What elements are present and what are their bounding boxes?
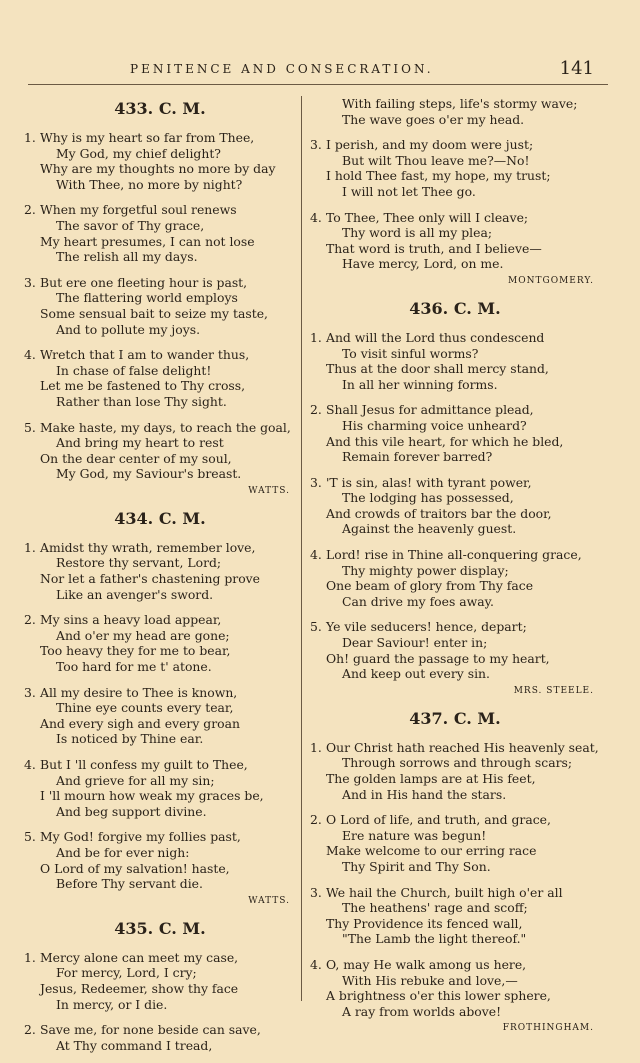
verse-line xyxy=(24,466,296,482)
verse-text: Nor let a father's chastening prove xyxy=(40,571,261,587)
verse-line xyxy=(24,540,296,556)
verse-text: Thy word is all my plea; xyxy=(342,225,493,241)
verse-text: The lodging has possessed, xyxy=(342,490,514,506)
verse-text: At Thy command I tread, xyxy=(56,1037,213,1053)
stanza-number: 3. xyxy=(310,884,322,900)
stanza-number: 4. xyxy=(24,347,36,363)
verse-text: To Thee, Thee only will I cleave; xyxy=(326,209,529,225)
verse-text: Make haste, my days, to reach the goal, xyxy=(40,419,291,435)
verse-line xyxy=(310,377,600,393)
verse-line xyxy=(24,555,296,571)
page-header xyxy=(28,60,608,85)
stanza-number: 3. xyxy=(310,137,322,153)
stanza-number: 1. xyxy=(310,329,322,345)
stanza-number: 4. xyxy=(310,956,322,972)
verse-text: With failing steps, life's stormy wave; xyxy=(342,96,578,111)
verse-line xyxy=(310,346,600,362)
verse-line xyxy=(310,635,600,651)
verse-line xyxy=(310,137,600,153)
verse-text: Is noticed by Thine ear. xyxy=(56,731,204,747)
verse-line xyxy=(310,241,600,257)
verse-text: Against the heavenly guest. xyxy=(342,521,517,537)
verse-line xyxy=(310,666,600,682)
verse-line xyxy=(310,787,600,803)
stanza xyxy=(310,330,600,392)
hymn-heading: 436. C. M. xyxy=(409,298,501,318)
verse-line xyxy=(24,1038,296,1054)
verse-text: Mercy alone can meet my case, xyxy=(40,949,239,965)
stanza xyxy=(24,540,296,602)
verse-text: But I 'll confess my guilt to Thee, xyxy=(40,757,248,772)
verse-line xyxy=(310,210,600,226)
verse-text: I will not let Thee go. xyxy=(342,183,476,199)
verse-line xyxy=(24,876,296,892)
verse-text: One beam of glory from Thy face xyxy=(326,578,534,594)
verse-text: I perish, and my doom were just; xyxy=(326,137,534,153)
verse-line xyxy=(24,587,296,603)
verse-line xyxy=(310,843,600,859)
stanza xyxy=(24,612,296,674)
verse-text: "The Lamb the light thereof." xyxy=(342,931,527,947)
verse-line xyxy=(24,435,296,451)
verse-line xyxy=(24,451,296,467)
verse-line xyxy=(24,685,296,701)
verse-text: Dear Saviour! enter in; xyxy=(342,635,488,651)
verse-text: Remain forever barred? xyxy=(342,449,493,465)
verse-line xyxy=(24,731,296,747)
verse-line xyxy=(24,249,296,265)
stanza xyxy=(310,619,600,681)
verse-line xyxy=(310,859,600,875)
stanza xyxy=(24,347,296,409)
verse-text: With Thee, no more by night? xyxy=(56,176,243,192)
stanza-number: 1. xyxy=(24,539,36,555)
verse-line xyxy=(310,957,600,973)
verse-line xyxy=(310,651,600,667)
verse-text: To visit sinful worms? xyxy=(342,345,479,361)
verse-text: But wilt Thou leave me?—No! xyxy=(342,152,530,168)
verse-line xyxy=(310,153,600,169)
verse-text: The relish all my days. xyxy=(56,249,198,265)
stanza xyxy=(310,402,600,464)
verse-text: Thus at the door shall mercy stand, xyxy=(326,361,549,377)
verse-text: The golden lamps are at His feet, xyxy=(326,771,536,786)
verse-line xyxy=(24,218,296,234)
stanza xyxy=(24,202,296,264)
verse-line xyxy=(24,571,296,587)
verse-line xyxy=(24,628,296,644)
verse-text: And keep out every sin. xyxy=(342,666,490,682)
verse-text: In all her winning forms. xyxy=(342,376,498,392)
verse-text: And grieve for all my sin; xyxy=(56,772,215,788)
verse-line xyxy=(24,773,296,789)
verse-text: Thy Providence its fenced wall, xyxy=(326,915,523,931)
verse-line xyxy=(24,950,296,966)
verse-text: I 'll mourn how weak my graces be, xyxy=(40,788,264,804)
verse-text: The wave goes o'er my head. xyxy=(342,111,525,127)
verse-text: Make welcome to our erring race xyxy=(326,843,537,859)
verse-line xyxy=(310,900,600,916)
stanza-number: 4. xyxy=(310,209,322,225)
hymn-heading: 437. C. M. xyxy=(409,708,501,728)
verse-line xyxy=(24,363,296,379)
stanza-number: 2. xyxy=(310,402,322,418)
verse-line xyxy=(24,643,296,659)
verse-text: Through sorrows and through scars; xyxy=(342,755,573,771)
stanza-number: 2. xyxy=(24,1022,36,1038)
verse-line xyxy=(310,988,600,1004)
verse-line xyxy=(310,168,600,184)
verse-line xyxy=(310,812,600,828)
stanza-number: 5. xyxy=(310,619,322,635)
verse-line xyxy=(24,306,296,322)
verse-line xyxy=(310,563,600,579)
verse-text: O, may He walk among us here, xyxy=(326,956,527,972)
verse-text: Too heavy they for me to bear, xyxy=(40,643,231,659)
verse-text: Oh! guard the passage to my heart, xyxy=(326,650,550,666)
stanza-number: 4. xyxy=(24,757,36,772)
verse-line xyxy=(24,234,296,250)
verse-line xyxy=(24,829,296,845)
verse-line xyxy=(310,755,600,771)
verse-text: I hold Thee fast, my hope, my trust; xyxy=(326,168,551,184)
verse-line xyxy=(24,290,296,306)
verse-line xyxy=(24,202,296,218)
hymn-heading: 433. C. M. xyxy=(114,99,206,118)
verse-text: Wretch that I am to wander thus, xyxy=(40,347,250,363)
hymn-author: MONTGOMERY. xyxy=(508,275,594,286)
verse-text: Jesus, Redeemer, show thy face xyxy=(40,980,239,996)
verse-text: And to pollute my joys. xyxy=(56,321,201,337)
verse-line xyxy=(310,96,600,112)
verse-line xyxy=(310,931,600,947)
verse-line xyxy=(310,828,600,844)
stanza-number: 5. xyxy=(24,829,36,845)
hymn-heading: 434. C. M. xyxy=(114,508,206,528)
verse-text: And beg support divine. xyxy=(56,803,207,819)
verse-text: Why are my thoughts no more by day xyxy=(40,161,276,177)
stanza-number: 2. xyxy=(24,202,36,218)
verse-text: Ye vile seducers! hence, depart; xyxy=(326,619,527,635)
verse-line xyxy=(310,578,600,594)
verse-line xyxy=(310,506,600,522)
verse-line xyxy=(310,771,600,787)
stanza-number: 2. xyxy=(24,612,36,628)
verse-text: And this vile heart, for which he bled, xyxy=(326,433,564,449)
verse-text: In chase of false delight! xyxy=(56,362,212,378)
verse-line xyxy=(24,161,296,177)
verse-line xyxy=(24,997,296,1013)
stanza-number: 1. xyxy=(24,130,36,145)
stanza-number: 4. xyxy=(310,547,322,563)
verse-line xyxy=(310,402,600,418)
stanza-number: 2. xyxy=(310,812,322,828)
verse-line xyxy=(24,394,296,410)
verse-text: In mercy, or I die. xyxy=(56,996,168,1012)
verse-line xyxy=(24,700,296,716)
verse-text: My God, my chief delight? xyxy=(56,145,221,161)
verse-text: Like an avenger's sword. xyxy=(56,586,214,602)
verse-line xyxy=(310,521,600,537)
verse-line xyxy=(310,361,600,377)
verse-text: The flattering world employs xyxy=(56,290,238,306)
verse-text: Why is my heart so far from Thee, xyxy=(40,130,255,145)
stanza-number: 3. xyxy=(310,474,322,490)
verse-line xyxy=(24,861,296,877)
verse-line xyxy=(310,916,600,932)
verse-text: My sins a heavy load appear, xyxy=(40,612,222,628)
verse-text: Ere nature was begun! xyxy=(342,827,487,843)
verse-text: And in His hand the stars. xyxy=(342,786,507,802)
verse-text: And bring my heart to rest xyxy=(56,435,224,451)
verse-text: Too hard for me t' atone. xyxy=(56,659,212,675)
verse-line xyxy=(24,788,296,804)
verse-text: O Lord of my salvation! haste, xyxy=(40,860,230,876)
verse-line xyxy=(24,716,296,732)
stanza xyxy=(24,275,296,337)
verse-text: All my desire to Thee is known, xyxy=(40,684,238,700)
running-title: PENITENCE AND CONSECRATION. xyxy=(130,62,434,76)
verse-text: And o'er my head are gone; xyxy=(56,627,230,643)
verse-line xyxy=(310,418,600,434)
verse-text: And be for ever nigh: xyxy=(56,844,190,860)
verse-line xyxy=(310,740,600,756)
column-divider xyxy=(301,96,302,1001)
verse-line xyxy=(310,885,600,901)
verse-text: And will the Lord thus condescend xyxy=(326,329,545,345)
verse-line xyxy=(310,225,600,241)
verse-line xyxy=(24,1022,296,1038)
stanza xyxy=(310,547,600,609)
stanza xyxy=(24,829,296,891)
verse-text: And every sigh and every groan xyxy=(40,715,240,731)
verse-text: And crowds of traitors bar the door, xyxy=(326,505,552,521)
verse-text: Save me, for none beside can save, xyxy=(40,1022,261,1038)
stanza xyxy=(310,96,600,127)
hymn-heading: 435. C. M. xyxy=(114,918,206,938)
verse-line xyxy=(310,434,600,450)
verse-text: My God, my Saviour's breast. xyxy=(56,466,242,482)
verse-text: Thy Spirit and Thy Son. xyxy=(342,858,491,874)
verse-text: Have mercy, Lord, on me. xyxy=(342,256,504,272)
verse-line xyxy=(24,378,296,394)
stanza xyxy=(24,757,296,819)
stanza xyxy=(310,957,600,1019)
verse-line xyxy=(310,330,600,346)
verse-line xyxy=(24,981,296,997)
verse-line xyxy=(24,612,296,628)
hymn-author: WATTS. xyxy=(248,895,290,906)
verse-text: But ere one fleeting hour is past, xyxy=(40,274,248,290)
verse-line xyxy=(310,490,600,506)
stanza-number: 1. xyxy=(24,949,36,965)
verse-text: The savor of Thy grace, xyxy=(56,217,205,233)
verse-text: That word is truth, and I believe— xyxy=(326,240,542,256)
verse-text: Our Christ hath reached His heavenly seat, xyxy=(326,739,599,755)
verse-line xyxy=(310,256,600,272)
verse-line xyxy=(310,475,600,491)
stanza xyxy=(24,420,296,482)
verse-line xyxy=(310,1004,600,1020)
verse-line xyxy=(24,275,296,291)
stanza-number: 3. xyxy=(24,274,36,290)
right-column xyxy=(310,96,600,1043)
verse-text: On the dear center of my soul, xyxy=(40,450,232,466)
verse-text: Shall Jesus for admittance plead, xyxy=(326,402,534,418)
stanza xyxy=(310,475,600,537)
verse-text: Before Thy servant die. xyxy=(56,876,203,892)
verse-line xyxy=(24,347,296,363)
stanza-number: 5. xyxy=(24,419,36,435)
verse-line xyxy=(24,130,296,146)
verse-text: We hail the Church, built high o'er all xyxy=(326,884,563,900)
verse-text: Can drive my foes away. xyxy=(342,593,494,609)
hymn-author: WATTS. xyxy=(248,485,290,496)
verse-line xyxy=(24,146,296,162)
verse-text: When my forgetful soul renews xyxy=(40,202,237,218)
verse-line xyxy=(24,177,296,193)
stanza xyxy=(310,137,600,199)
verse-text: A brightness o'er this lower sphere, xyxy=(326,988,551,1004)
verse-text: Amidst thy wrath, remember love, xyxy=(40,539,256,555)
verse-text: Thy mighty power display; xyxy=(342,562,509,578)
verse-text: O Lord of life, and truth, and grace, xyxy=(326,812,551,828)
verse-line xyxy=(310,973,600,989)
stanza-number: 3. xyxy=(24,684,36,700)
verse-line xyxy=(310,594,600,610)
verse-text: My heart presumes, I can not lose xyxy=(40,233,255,249)
verse-line xyxy=(24,322,296,338)
stanza xyxy=(24,685,296,747)
verse-line xyxy=(310,112,600,128)
stanza xyxy=(310,210,600,272)
verse-line xyxy=(24,420,296,436)
verse-line xyxy=(310,184,600,200)
hymn-author: MRS. STEELE. xyxy=(513,685,594,696)
stanza xyxy=(24,130,296,192)
verse-text: Restore thy servant, Lord; xyxy=(56,555,222,571)
verse-text: 'T is sin, alas! with tyrant power, xyxy=(326,474,532,490)
page-number: 141 xyxy=(559,58,594,79)
verse-line xyxy=(24,804,296,820)
verse-text: With His rebuke and love,— xyxy=(342,972,518,988)
verse-text: The heathens' rage and scoff; xyxy=(342,900,528,916)
verse-text: For mercy, Lord, I cry; xyxy=(56,965,197,981)
stanza xyxy=(310,885,600,947)
stanza xyxy=(310,740,600,802)
verse-text: Some sensual bait to seize my taste, xyxy=(40,305,268,321)
stanza-number: 1. xyxy=(310,739,322,755)
verse-text: Let me be fastened to Thy cross, xyxy=(40,378,246,394)
verse-line xyxy=(24,659,296,675)
verse-line xyxy=(310,619,600,635)
verse-line xyxy=(24,965,296,981)
stanza xyxy=(24,950,296,1012)
verse-text: Rather than lose Thy sight. xyxy=(56,393,227,409)
verse-text: His charming voice unheard? xyxy=(342,417,527,433)
verse-line xyxy=(24,845,296,861)
left-column xyxy=(24,96,296,1063)
verse-text: Thine eye counts every tear, xyxy=(56,700,234,716)
verse-text: A ray from worlds above! xyxy=(342,1003,502,1019)
verse-line xyxy=(310,547,600,563)
verse-line xyxy=(310,449,600,465)
verse-text: Lord! rise in Thine all-conquering grace, xyxy=(326,547,582,563)
verse-text: My God! forgive my follies past, xyxy=(40,829,241,845)
hymn-author: FROTHINGHAM. xyxy=(502,1023,594,1034)
stanza xyxy=(310,812,600,874)
verse-line xyxy=(24,757,296,773)
